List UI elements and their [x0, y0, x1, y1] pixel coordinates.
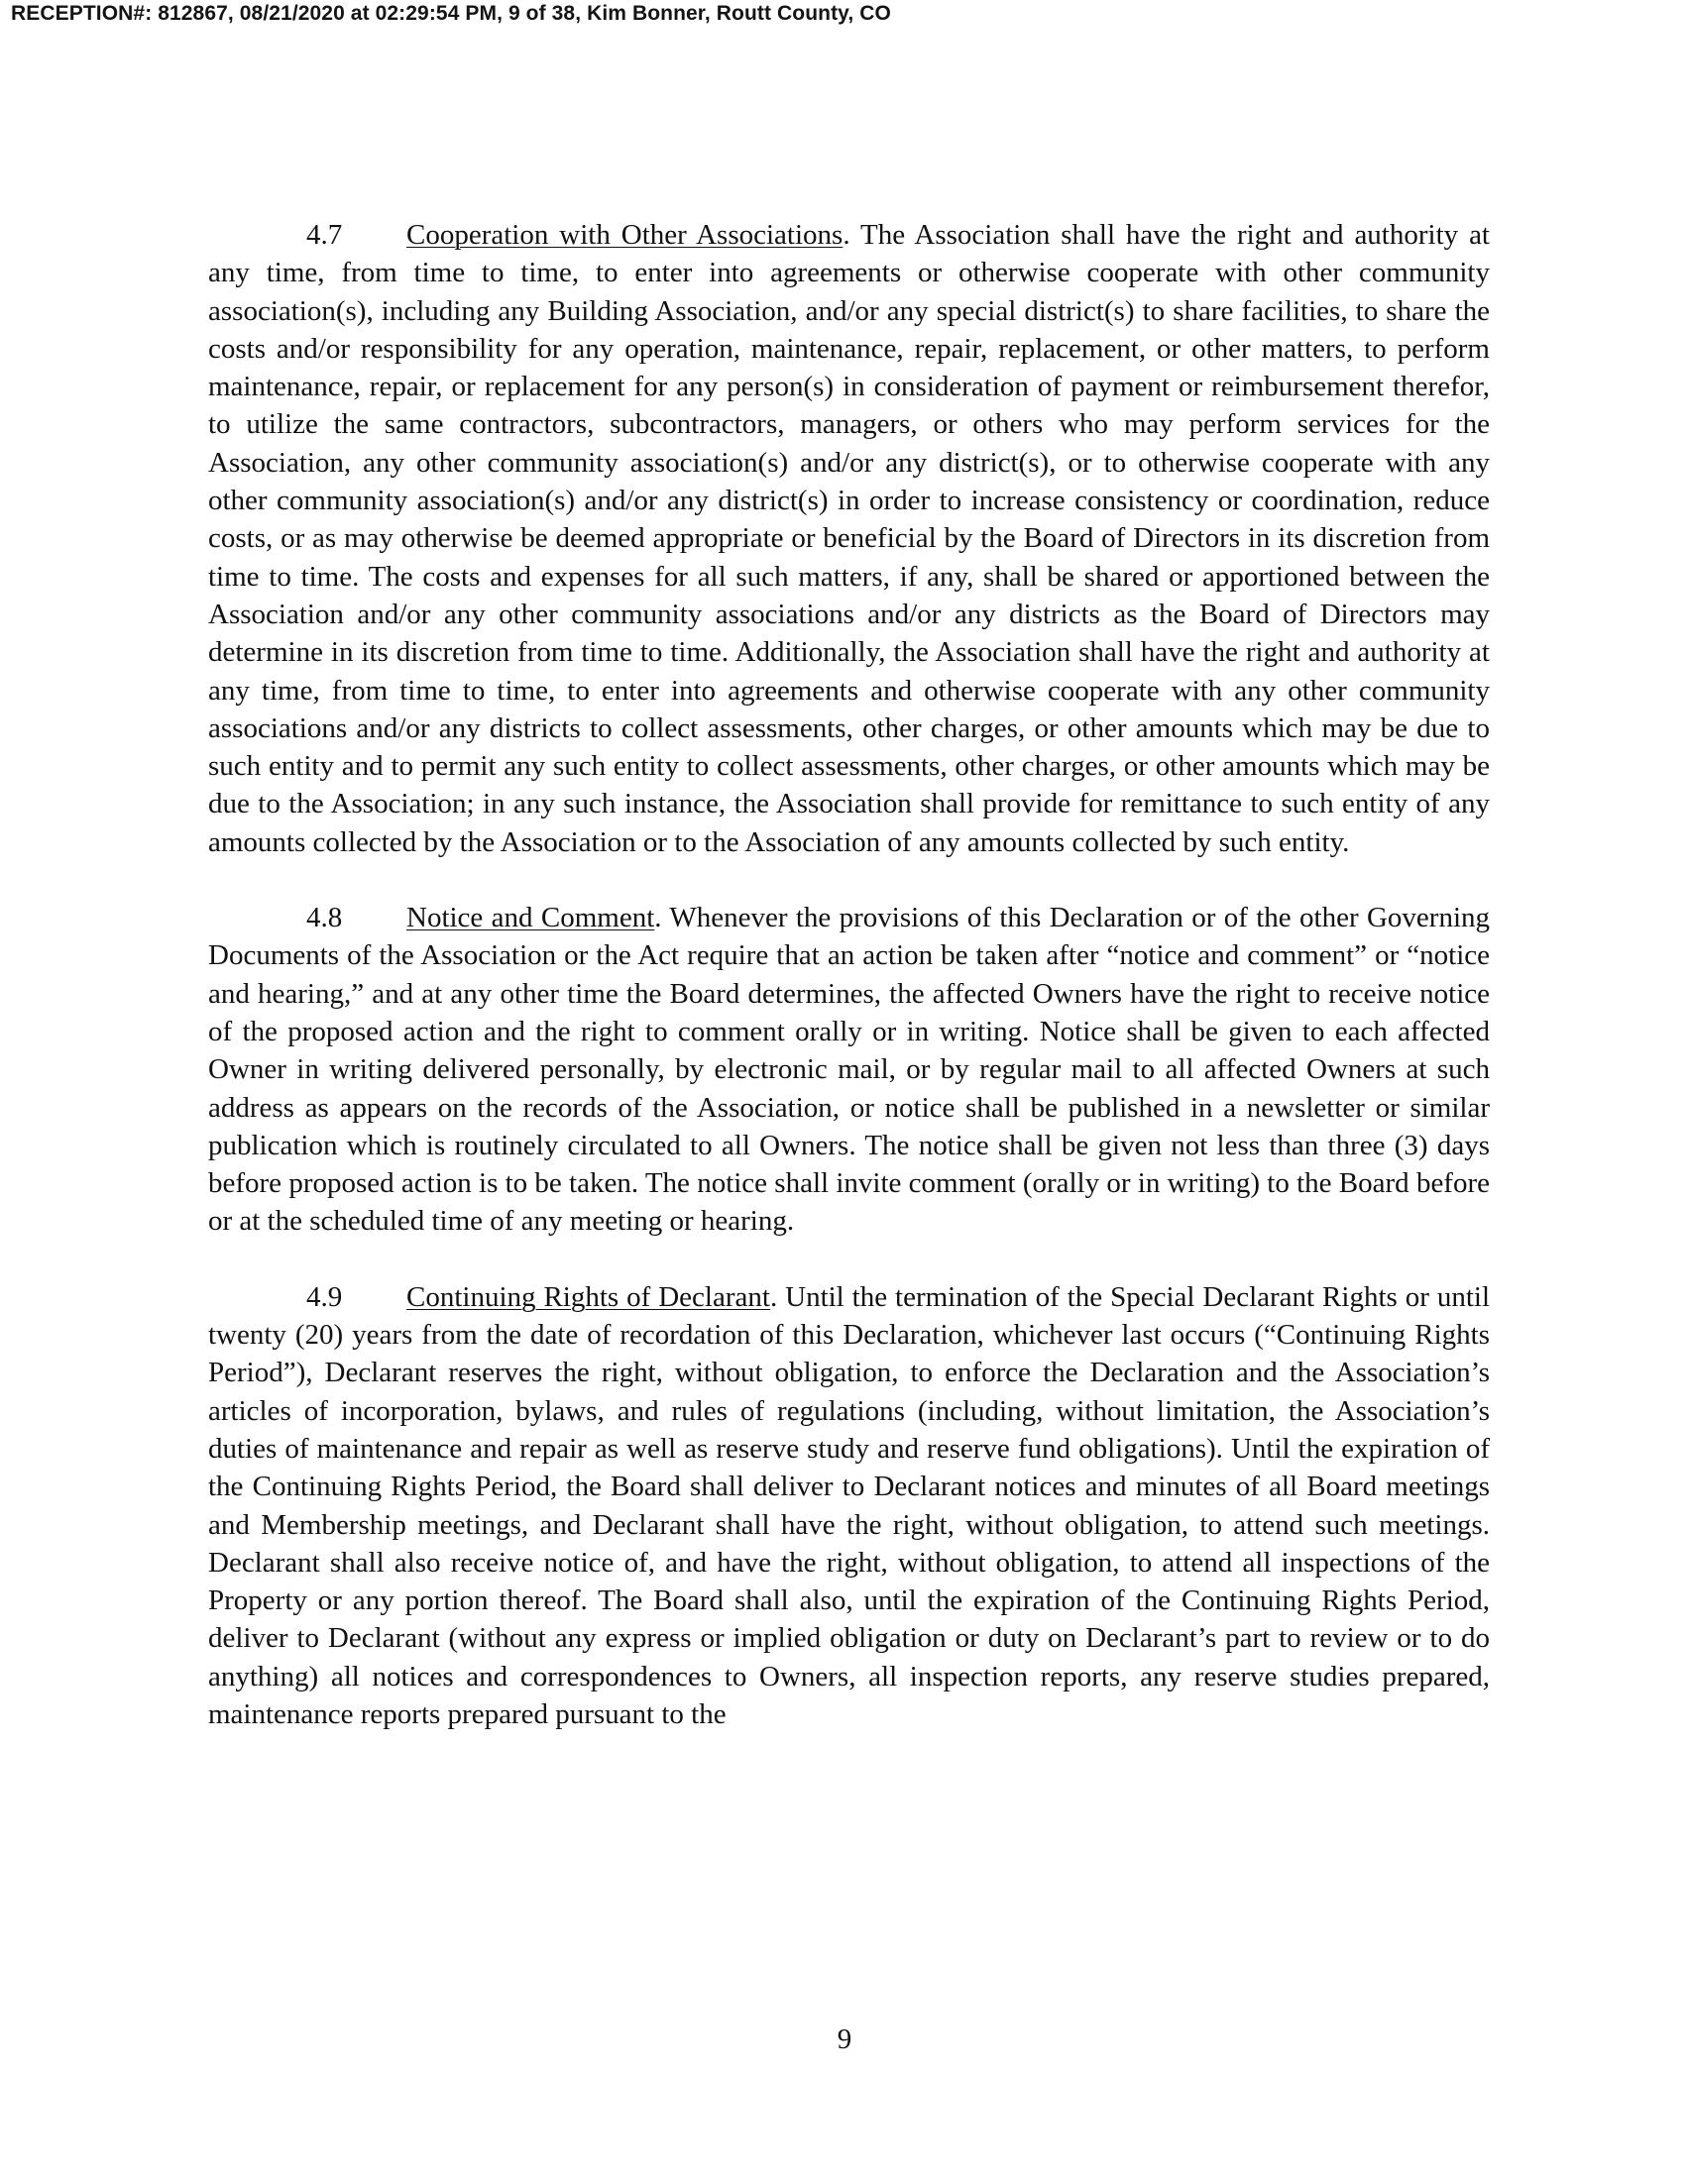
section-4-8	[208, 899, 1490, 1241]
section-number: 4.8	[306, 902, 343, 934]
section-body: . Until the termination of the Special Declarant Rights or until twenty (20) years from the date of recordation of this Declaration, whichever last occurs (“Continuing Rights Period”), Declarant reserves the right, without obligation, to enforce the Declaration and the Association’s articles of incorporation, bylaws, and rules of regulations (including, without limitation, the Association’s duties of maintenance and repair as well as reserve study and reserve fund obligations). Until the expiration of the Continuing Rights Period, the Board shall deliver to Declarant notices and minutes of all Board meetings and Membership meetings, and Declarant shall have the right, without obligation, to attend such meetings. Declarant shall also receive notice of, and have the right, without obligation, to attend all inspections of the Property or any portion thereof. The Board shall also, until the expiration of the Continuing Rights Period, deliver to Declarant (without any express or implied obligation or duty on Declarant’s part to review or to do anything) all notices and correspondences to Owners, all inspection reports, any reserve studies prepared, maintenance reports prepared pursuant to the	[208, 1280, 1490, 1730]
section-number: 4.9	[306, 1280, 343, 1313]
section-heading: Notice and Comment	[406, 902, 655, 934]
page-number: 9	[837, 2023, 852, 2055]
section-4-9	[208, 1278, 1490, 1734]
section-heading: Continuing Rights of Declarant	[406, 1280, 770, 1313]
section-body: . Whenever the provisions of this Declaration or of the other Governing Documents of the Association or the Act require that an action be taken after “notice and comment” or “notice and hearing,” and at any other time the Board determines, the affected Owners have the right to receive notice of the proposed action and the right to comment orally or in writing. Notice shall be given to each affected Owner in writing delivered personally, by electronic mail, or by regular mail to all affected Owners at such address as appears on the records of the Association, or notice shall be published in a newsletter or similar publication which is routinely circulated to all Owners. The notice shall be given not less than three (3) days before proposed action is to be taken. The notice shall invite comment (orally or in writing) to the Board before or at the scheduled time of any meeting or hearing.	[208, 902, 1490, 1238]
section-4-7	[208, 216, 1490, 861]
section-heading: Cooperation with Other Associations	[406, 219, 844, 251]
section-number: 4.7	[306, 219, 343, 251]
document-body	[208, 216, 1490, 1771]
section-body: . The Association shall have the right and authority at any time, from time to time, to enter into agreements or otherwise cooperate with other community association(s), including any Building Association, and/or any special district(s) to share facilities, to share the costs and/or responsibility for any operation, maintenance, repair, replacement, or other matters, to perform maintenance, repair, or replacement for any person(s) in consideration of payment or reimbursement therefor, to utilize the same contractors, subcontractors, managers, or others who may perform services for the Association, any other community association(s) and/or any district(s), or to otherwise cooperate with any other community association(s) and/or any district(s) in order to increase consistency or coordination, reduce costs, or as may otherwise be deemed appropriate or beneficial by the Board of Directors in its discretion from time to time. The costs and expenses for all such matters, if any, shall be shared or apportioned between the Association and/or any other community associations and/or any districts as the Board of Directors may determine in its discretion from time to time. Additionally, the Association shall have the right and authority at any time, from time to time, to enter into agreements and otherwise cooperate with any other community associations and/or any districts to collect assessments, other charges, or other amounts which may be due to such entity and to permit any such entity to collect assessments, other charges, or other amounts which may be due to the Association; in any such instance, the Association shall provide for remittance to such entity of any amounts collected by the Association or to the Association of any amounts collected by such entity.	[208, 219, 1490, 858]
recording-stamp: RECEPTION#: 812867, 08/21/2020 at 02:29:54 PM, 9 of 38, Kim Bonner, Routt County, CO	[11, 2, 891, 25]
